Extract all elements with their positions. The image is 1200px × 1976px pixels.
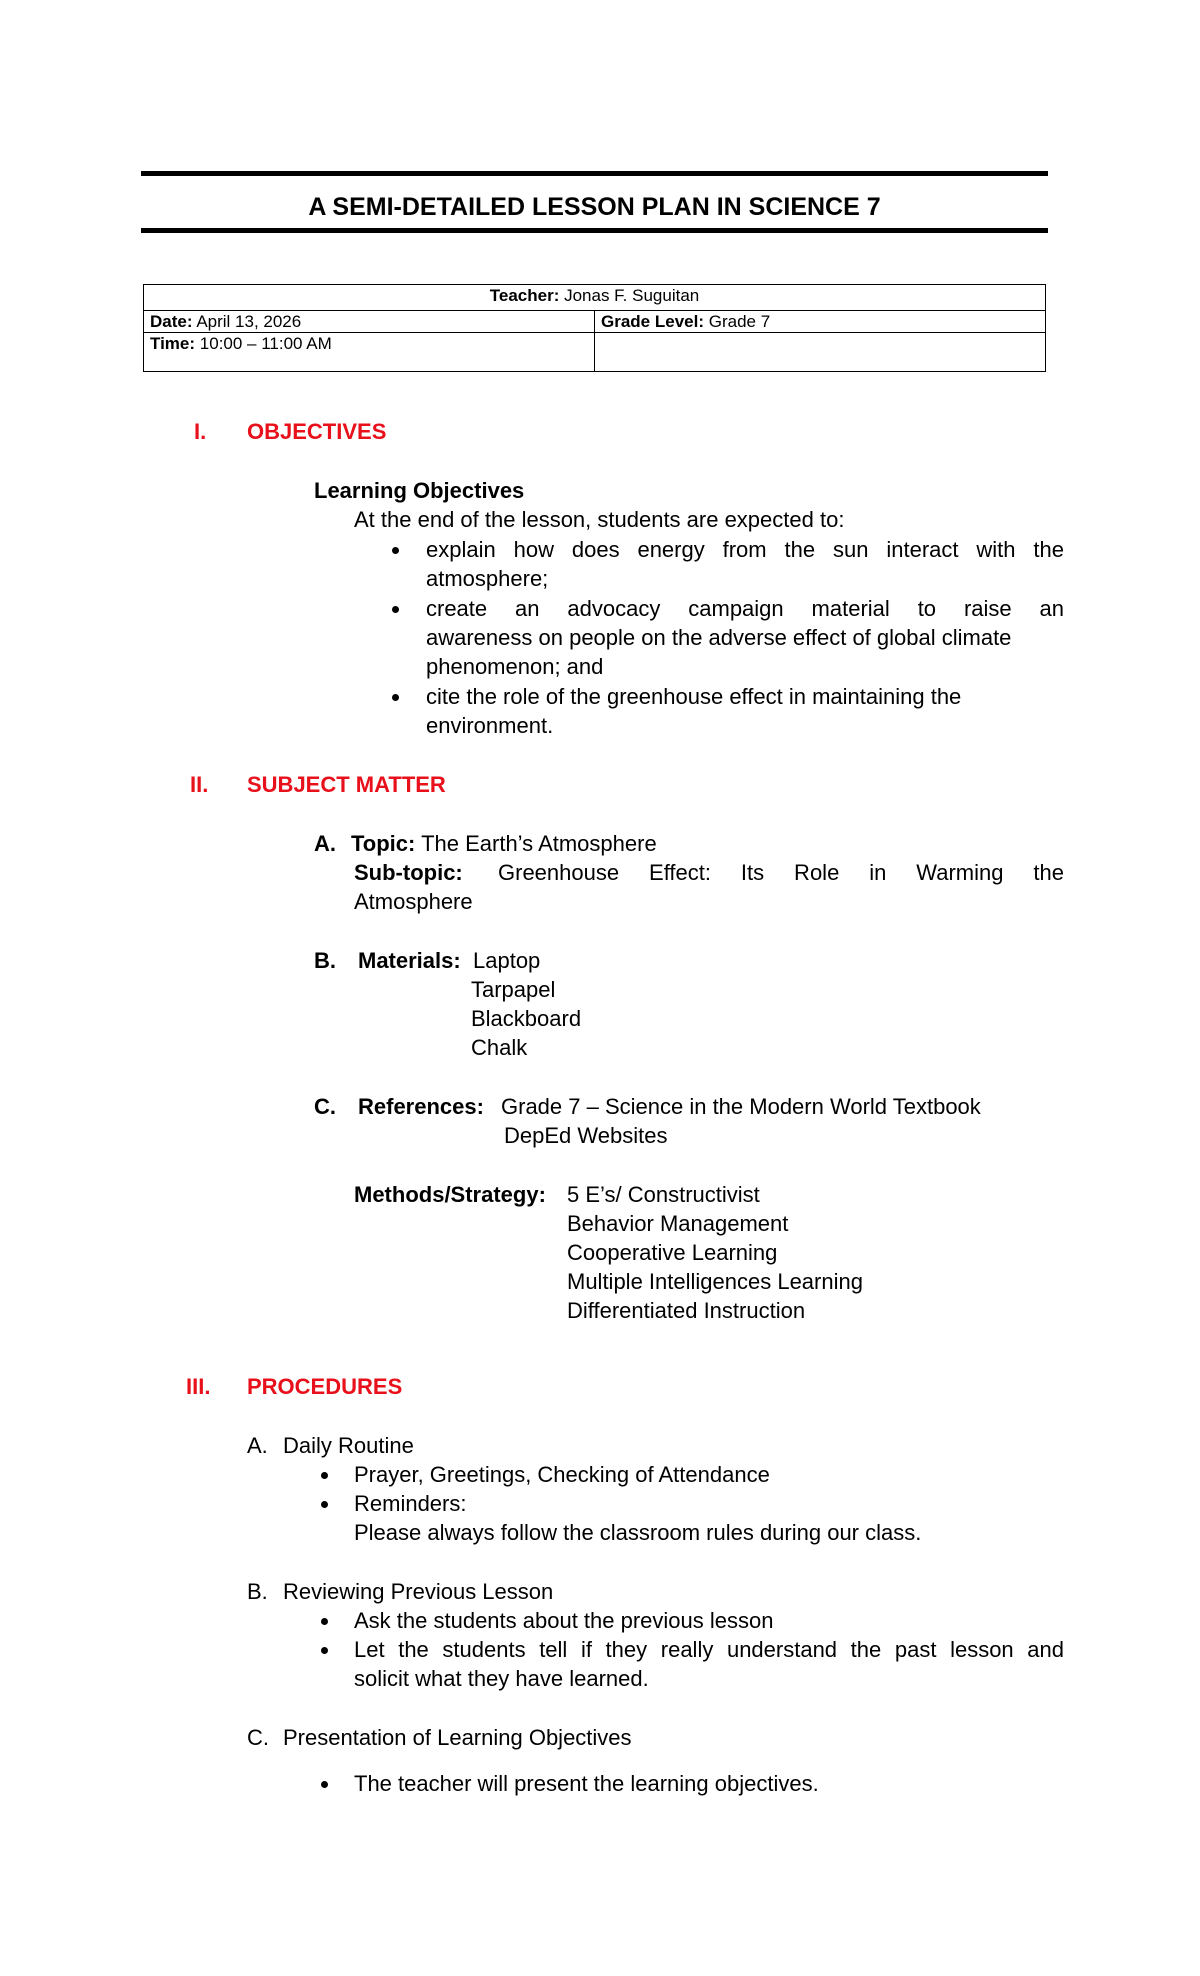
procedure-a-title: Daily Routine: [283, 1433, 414, 1458]
objective-3-line-2: environment.: [426, 713, 554, 738]
method-item: Behavior Management: [567, 1211, 789, 1236]
empty-cell: [595, 333, 1046, 372]
objective-3-line-1: cite the role of the greenhouse effect in maintaining the: [426, 684, 962, 709]
subject-matter-heading: SUBJECT MATTER: [247, 772, 446, 797]
material-item: Tarpapel: [471, 977, 556, 1002]
reference-item: DepEd Websites: [504, 1123, 668, 1148]
procedures-heading: PROCEDURES: [247, 1374, 403, 1399]
date-value: April 13, 2026: [196, 312, 302, 331]
objective-1-line-2: atmosphere;: [426, 566, 549, 591]
topic-line: Topic: The Earth’s Atmosphere: [351, 831, 657, 856]
objectives-numeral: I.: [194, 419, 207, 444]
materials-letter: B.: [314, 948, 336, 973]
bullet-icon: [392, 694, 399, 701]
objectives-intro: At the end of the lesson, students are expected to:: [354, 507, 845, 532]
objective-2-line-2: awareness on people on the adverse effect of global climate: [426, 625, 1012, 650]
method-item: 5 E’s/ Constructivist: [567, 1182, 760, 1207]
procedure-a-item: Reminders:: [354, 1491, 467, 1516]
bullet-icon: [321, 1472, 328, 1479]
subtopic-line-1: Greenhouse Effect: Its Role in Warming the: [498, 860, 1064, 885]
bullet-icon: [321, 1501, 328, 1508]
material-item: Chalk: [471, 1035, 528, 1060]
subtopic-line-2: Atmosphere: [354, 889, 473, 914]
objective-1-line-1: explain how does energy from the sun interact with the: [426, 537, 1064, 562]
page-title: A SEMI-DETAILED LESSON PLAN IN SCIENCE 7: [308, 193, 881, 221]
procedure-b-item-2-line-2: solicit what they have learned.: [354, 1666, 649, 1691]
bullet-icon: [321, 1647, 328, 1654]
teacher-name: Jonas F. Suguitan: [564, 286, 700, 305]
bullet-icon: [321, 1618, 328, 1625]
bottom-rule: [141, 228, 1048, 233]
method-item: Multiple Intelligences Learning: [567, 1269, 863, 1294]
topic-letter: A.: [314, 831, 336, 856]
time-cell: Time: 10:00 – 11:00 AM: [144, 333, 595, 372]
procedure-b-item-1: Ask the students about the previous lesson: [354, 1608, 774, 1633]
objectives-heading: OBJECTIVES: [247, 419, 387, 444]
methods-label: Methods/Strategy:: [354, 1182, 546, 1207]
teacher-cell: Teacher: Jonas F. Suguitan: [144, 285, 1046, 311]
procedure-c-letter: C.: [247, 1725, 269, 1750]
method-item: Cooperative Learning: [567, 1240, 778, 1265]
info-table: [143, 284, 1046, 372]
learning-objectives-heading: Learning Objectives: [314, 478, 525, 503]
subject-matter-numeral: II.: [190, 772, 209, 797]
material-item: Laptop: [473, 948, 541, 973]
reference-item: Grade 7 – Science in the Modern World Textbook: [501, 1094, 981, 1119]
procedure-c-item: The teacher will present the learning objectives.: [354, 1771, 819, 1796]
bullet-icon: [392, 606, 399, 613]
procedure-a-reminder: Please always follow the classroom rules during our class.: [354, 1520, 922, 1545]
bullet-icon: [321, 1781, 328, 1788]
references-label: References:: [358, 1094, 484, 1119]
procedures-numeral: III.: [186, 1374, 211, 1399]
procedure-b-item-2-line-1: Let the students tell if they really understand the past lesson and: [354, 1637, 1064, 1662]
time-value: 10:00 – 11:00 AM: [199, 334, 332, 353]
materials-label: Materials:: [358, 948, 461, 973]
procedure-a-item: Prayer, Greetings, Checking of Attendance: [354, 1462, 770, 1487]
bullet-icon: [392, 547, 399, 554]
date-cell: Date: April 13, 2026: [144, 311, 595, 333]
procedure-b-letter: B.: [247, 1579, 268, 1604]
material-item: Blackboard: [471, 1006, 582, 1031]
grade-cell: Grade Level: Grade 7: [595, 311, 1046, 333]
procedure-b-title: Reviewing Previous Lesson: [283, 1579, 554, 1604]
grade-value: Grade 7: [708, 312, 771, 331]
objective-2-line-3: phenomenon; and: [426, 654, 604, 679]
top-rule: [141, 171, 1048, 176]
references-letter: C.: [314, 1094, 336, 1119]
procedure-c-title: Presentation of Learning Objectives: [283, 1725, 632, 1750]
procedure-a-letter: A.: [247, 1433, 268, 1458]
topic-value: The Earth’s Atmosphere: [421, 831, 657, 856]
method-item: Differentiated Instruction: [567, 1298, 806, 1323]
subtopic-label: Sub-topic:: [354, 860, 463, 885]
objective-2-line-1: create an advocacy campaign material to raise an: [426, 596, 1064, 621]
